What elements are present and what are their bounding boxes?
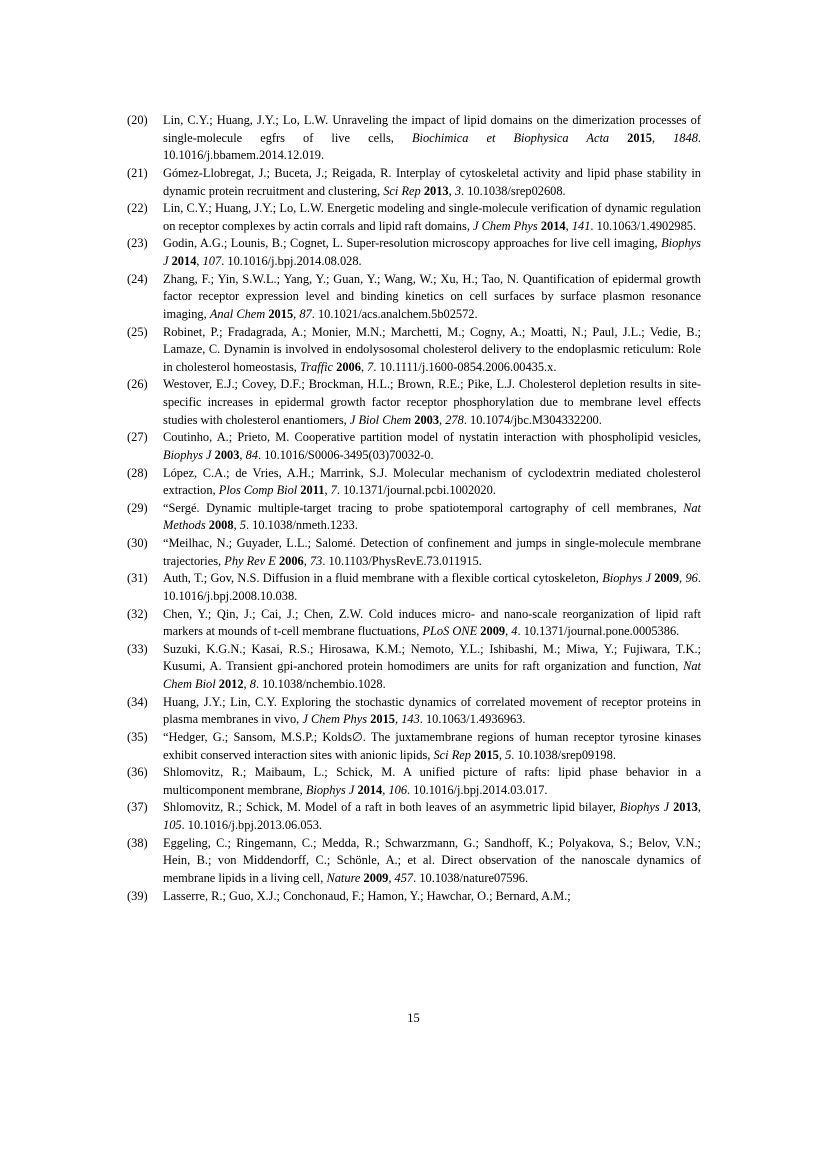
reference-journal: Phy Rev E	[224, 553, 276, 568]
reference-doi: 10.1016/j.bpj.2013.06.053.	[187, 818, 323, 832]
reference-year: 2003	[214, 447, 240, 462]
reference-text	[163, 888, 701, 906]
reference-volume: 107	[202, 254, 222, 268]
reference-text: Chen, Y.; Qin, J.; Cai, J.; Chen, Z.W. Cold induces micro- and nano-scale reorganization of lipid raft markers at mounds of t-cell membrane fluctuations, PLoS ONE 2009, 4. 10.1371/journal.pone.0005386.	[163, 606, 701, 639]
reference-journal: Biophys J	[163, 447, 212, 462]
reference-doi: 10.1016/j.bbamem.2014.12.019.	[163, 148, 325, 163]
reference-entry	[127, 500, 701, 535]
reference-volume: 141	[571, 218, 591, 233]
reference-year: 2014	[357, 782, 383, 797]
reference-title: Dynamin is involved in endolysosomal cholesterol delivery to the endoplasmic reticulum: Role in cholesterol homeostasis,	[163, 342, 701, 374]
reference-entry	[127, 888, 701, 906]
reference-year: 2011	[300, 483, 325, 498]
reference-authors: Lin, C.Y.; Huang, J.Y.; Lo, L.W.	[163, 113, 329, 127]
reference-title: Quantification of epidermal growth factor receptor expression level and binding kinetics on cell surfaces by surface plasmon resonance imaging,	[163, 271, 701, 321]
reference-entry	[127, 729, 701, 764]
reference-year: 2014	[171, 254, 197, 268]
reference-authors: Lin, C.Y.; Huang, J.Y.; Lo, L.W.	[163, 201, 324, 216]
reference-volume: 278	[445, 412, 464, 427]
reference-doi: 10.1021/acs.analchem.5b02572.	[317, 306, 478, 321]
reference-volume: 7	[330, 483, 337, 498]
reference-text: “Sergé. Dynamic multiple-target tracing to probe spatiotemporal cartography of cell membranes, Nat Methods 2008, 5. 10.1038/nmeth.1233.	[163, 500, 701, 533]
reference-entry	[127, 570, 701, 605]
reference-journal: J Biol Chem	[349, 412, 412, 427]
reference-doi: 10.1038/srep02608.	[467, 183, 566, 198]
reference-doi: 10.1371/journal.pone.0005386.	[523, 624, 680, 639]
reference-doi: 10.1016/j.bpj.2014.03.017.	[413, 782, 548, 797]
reference-number: (38)	[127, 835, 148, 850]
reference-journal: Biophys J	[619, 800, 670, 815]
reference-journal: J Chem Phys	[302, 712, 368, 727]
reference-doi: 10.1038/nmeth.1233.	[252, 518, 358, 533]
reference-number: (37)	[127, 800, 148, 815]
reference-entry	[127, 235, 701, 270]
reference-entry	[127, 465, 701, 500]
reference-text: Lin, C.Y.; Huang, J.Y.; Lo, L.W. Unraveling the impact of lipid domains on the dimerization processes of single-molecule egfrs of live cells, Biochimica et Biophysica Acta 2015, 1848. 10.1016/j.bbamem.2014.12.019.	[163, 113, 701, 163]
reference-authors: Godin, A.G.; Lounis, B.; Cognet, L.	[163, 236, 344, 251]
reference-volume: 7	[367, 359, 374, 374]
reference-title: The juxtamembrane regions of human receptor tyrosine kinases exhibit conserved interaction sites with anionic lipids,	[163, 729, 702, 762]
reference-number: (20)	[127, 113, 148, 127]
reference-year: 2012	[218, 677, 244, 691]
reference-number: (34)	[127, 694, 148, 709]
reference-entry	[127, 324, 701, 377]
reference-number: (21)	[127, 165, 148, 180]
reference-year: 2013	[673, 800, 698, 815]
page-number: 15	[407, 1011, 420, 1025]
reference-doi: 10.1103/PhysRevE.73.011915.	[328, 553, 482, 568]
reference-journal: Nat Chem Biol	[163, 659, 701, 691]
reference-doi: 10.1074/jbc.M304332200.	[470, 412, 602, 427]
reference-volume: 5	[505, 747, 512, 762]
reference-title: Interplay of cytoskeletal activity and lipid phase stability in dynamic protein recruitment and clustering,	[163, 165, 701, 198]
reference-year: 2009	[363, 870, 389, 885]
reference-number: (24)	[127, 271, 148, 286]
reference-journal: Traffic	[299, 359, 334, 374]
reference-volume: 96	[685, 571, 698, 586]
reference-text: Godin, A.G.; Lounis, B.; Cognet, L. Super-resolution microscopy approaches for live cell imaging, Biophys J 2014, 107. 10.1016/j.bpj.2014.08.028.	[163, 236, 701, 268]
reference-number: (31)	[127, 571, 148, 586]
reference-number: (35)	[127, 729, 148, 744]
reference-doi: 10.1063/1.4902985.	[596, 218, 697, 233]
reference-number: (39)	[127, 888, 148, 903]
reference-title: Direct observation of the nanoscale dynamics of membrane lipids in a living cell,	[163, 853, 701, 885]
reference-year: 2008	[208, 518, 234, 533]
reference-entry	[127, 429, 701, 464]
reference-journal: Biophys J	[305, 782, 355, 797]
reference-volume: 8	[249, 677, 256, 691]
reference-year: 2014	[540, 218, 566, 233]
reference-title: Energetic modeling and single-molecule verification of dynamic regulation on receptor complexes by actin corrals and lipid raft domains,	[163, 201, 701, 233]
reference-title: Transient gpi-anchored protein homodimers are units for raft organization and function,	[226, 659, 679, 674]
reference-authors: Gómez-Llobregat, J.; Buceta, J.; Reigada, R.	[163, 165, 392, 180]
reference-number: (22)	[127, 201, 148, 216]
reference-text: Huang, J.Y.; Lin, C.Y. Exploring the stochastic dynamics of correlated movement of receptor proteins in plasma membranes in vivo, J Chem Phys 2015, 143. 10.1063/1.4936963.	[163, 694, 701, 727]
reference-text: Auth, T.; Gov, N.S. Diffusion in a fluid membrane with a flexible cortical cytoskeleton, Biophys J 2009, 96. 10.1016/j.bpj.2008.10.038.	[163, 571, 701, 603]
reference-text: Gómez-Llobregat, J.; Buceta, J.; Reigada, R. Interplay of cytoskeletal activity and lipid phase stability in dynamic protein recruitment and clustering, Sci Rep 2013, 3. 10.1038/srep02608.	[163, 165, 701, 198]
reference-entry	[127, 271, 701, 324]
reference-doi: 10.1371/journal.pcbi.1002020.	[343, 483, 496, 498]
reference-journal: Plos Comp Biol	[218, 483, 298, 498]
reference-journal: J Chem Phys	[473, 218, 538, 233]
reference-year: 2015	[268, 306, 294, 321]
reference-entry	[127, 835, 701, 888]
reference-doi: 10.1038/srep09198.	[517, 747, 616, 762]
reference-number: (25)	[127, 324, 148, 339]
reference-number: (32)	[127, 606, 148, 621]
reference-year: 2015	[370, 712, 395, 727]
reference-volume: 84	[245, 447, 259, 462]
reference-year: 2009	[480, 624, 506, 639]
reference-entry	[127, 112, 701, 165]
reference-authors: Shlomovitz, R.; Maibaum, L.; Schick, M.	[163, 765, 396, 780]
reference-authors: Zhang, F.; Yin, S.W.L.; Yang, Y.; Guan, Y.; Wang, W.; Xu, H.; Tao, N.	[163, 271, 520, 286]
reference-entry	[127, 535, 701, 570]
reference-entry	[127, 376, 701, 429]
reference-volume: 87	[299, 306, 312, 321]
reference-number: (36)	[127, 765, 148, 780]
reference-title: Super-resolution microscopy approaches for live cell imaging,	[346, 236, 658, 251]
reference-volume: 457	[394, 870, 414, 885]
reference-entry	[127, 694, 701, 729]
reference-authors: Westover, E.J.; Covey, D.F.; Brockman, H.L.; Brown, R.E.; Pike, L.J.	[163, 377, 516, 392]
reference-number: (23)	[127, 236, 148, 251]
reference-text: Westover, E.J.; Covey, D.F.; Brockman, H.L.; Brown, R.E.; Pike, L.J. Cholesterol depletion results in site-specific increases in epidermal growth factor receptor phosphorylation due to membrane level effects studies with cholesterol enantiomers, J Biol Chem 2003, 278. 10.1074/jbc.M304332200.	[163, 377, 701, 427]
reference-number: (28)	[127, 465, 148, 480]
reference-volume: 105	[163, 818, 182, 832]
reference-authors: Robinet, P.; Fradagrada, A.; Monier, M.N.; Marchetti, M.; Cogny, A.; Moatti, N.; Paul, J.L.; Vedie, B.; Lamaze, C.	[163, 324, 701, 357]
reference-text: Lin, C.Y.; Huang, J.Y.; Lo, L.W. Energetic modeling and single-molecule verification of dynamic regulation on receptor complexes by actin corrals and lipid raft domains, J Chem Phys 2014, 141. 10.1063/1.4902985.	[163, 201, 701, 233]
reference-title: A unified picture of rafts: lipid phase behavior in a multicomponent membrane,	[163, 765, 701, 797]
reference-title: Exploring the stochastic dynamics of correlated movement of receptor proteins in plasma membranes in vivo,	[163, 694, 701, 727]
reference-number: (33)	[127, 641, 148, 656]
reference-year: 2003	[414, 412, 440, 427]
reference-number: (30)	[127, 536, 148, 550]
reference-journal: Biophys J	[602, 571, 651, 586]
reference-number: (29)	[127, 500, 148, 515]
reference-title: Cholesterol depletion results in site-specific increases in epidermal growth factor receptor phosphorylation due to membrane level effects studies with cholesterol enantiomers,	[163, 377, 701, 427]
reference-authors: Eggeling, C.; Ringemann, C.; Medda, R.; Schwarzmann, G.; Sandhoff, K.; Polyakova, S.; Belov, V.N.; Hein, B.; von Middendorff, C.; Schönle, A.; et al.	[163, 835, 701, 868]
reference-authors: “Sergé.	[163, 500, 200, 515]
reference-text: Robinet, P.; Fradagrada, A.; Monier, M.N.; Marchetti, M.; Cogny, A.; Moatti, N.; Paul, J.L.; Vedie, B.; Lamaze, C. Dynamin is involved in endolysosomal cholesterol delivery to the endoplasmic reticulum: Role in cholesterol homeostasis, Traffic 2006, 7. 10.1111/j.1600-0854.2006.00435.x.	[163, 324, 701, 374]
reference-entry	[127, 799, 701, 834]
reference-authors: López, C.A.; de Vries, A.H.; Marrink, S.J.	[163, 465, 388, 480]
reference-authors: Coutinho, A.; Prieto, M.	[163, 430, 290, 445]
reference-doi: 10.1016/j.bpj.2008.10.038.	[163, 588, 298, 603]
reference-entry	[127, 606, 701, 641]
reference-entry	[127, 165, 701, 200]
reference-title: Molecular mechanism of cyclodextrin mediated cholesterol extraction,	[163, 465, 701, 498]
reference-text: López, C.A.; de Vries, A.H.; Marrink, S.J. Molecular mechanism of cyclodextrin mediated cholesterol extraction, Plos Comp Biol 2011, 7. 10.1371/journal.pcbi.1002020.	[163, 465, 701, 498]
reference-volume: 3	[454, 183, 462, 198]
reference-title: Unraveling the impact of lipid domains on the dimerization processes of single-molecule egfrs of live cells,	[163, 113, 701, 145]
reference-doi: 10.1016/S0006-3495(03)70032-0.	[264, 447, 434, 462]
reference-journal: PLoS ONE	[422, 624, 478, 639]
reference-title: Cooperative partition model of nystatin interaction with phospholipid vesicles,	[294, 430, 701, 445]
reference-entry	[127, 764, 701, 799]
reference-volume: 106	[388, 782, 408, 797]
reference-text: Zhang, F.; Yin, S.W.L.; Yang, Y.; Guan, Y.; Wang, W.; Xu, H.; Tao, N. Quantification of epidermal growth factor receptor expression level and binding kinetics on cell surfaces by surface plasmon resonance imaging, Anal Chem 2015, 87. 10.1021/acs.analchem.5b02572.	[163, 271, 701, 321]
reference-year: 2006	[278, 553, 304, 568]
reference-number: (26)	[127, 377, 148, 392]
reference-text: Eggeling, C.; Ringemann, C.; Medda, R.; Schwarzmann, G.; Sandhoff, K.; Polyakova, S.; Belov, V.N.; Hein, B.; von Middendorff, C.; Schönle, A.; et al. Direct observation of the nanoscale dynamics of membrane lipids in a living cell, Nature 2009, 457. 10.1038/nature07596.	[163, 835, 701, 885]
reference-year: 2006	[336, 359, 361, 374]
reference-title: Model of a raft in both leaves of an asymmetric lipid bilayer,	[304, 800, 616, 815]
reference-year: 2015	[474, 747, 499, 762]
reference-journal: Nat Methods	[163, 500, 701, 533]
reference-volume: 143	[401, 712, 420, 727]
reference-volume: 73	[309, 553, 323, 568]
reference-journal: Biophys J	[163, 236, 701, 268]
reference-list	[127, 112, 701, 905]
reference-title: Cold induces micro- and nano-scale reorganization of lipid raft markers at mounds of t-cell membrane fluctuations,	[163, 606, 701, 639]
reference-doi: 10.1016/j.bpj.2014.08.028.	[227, 254, 362, 268]
reference-title: Diffusion in a fluid membrane with a flexible cortical cytoskeleton,	[262, 571, 599, 586]
reference-journal: Nature	[326, 870, 361, 885]
reference-volume: 5	[239, 518, 246, 533]
reference-journal: Biochimica et Biophysica Acta	[411, 130, 610, 145]
reference-text: “Hedger, G.; Sansom, M.S.P.; Kolds∅. The juxtamembrane regions of human receptor tyrosine kinases exhibit conserved interaction sites with anionic lipids, Sci Rep 2015, 5. 10.1038/srep09198.	[163, 729, 702, 762]
reference-authors: “Hedger, G.; Sansom, M.S.P.; Kolds∅.	[163, 729, 366, 744]
reference-doi: 10.1063/1.4936963.	[425, 712, 526, 727]
reference-doi: 10.1111/j.1600-0854.2006.00435.x.	[379, 359, 557, 374]
reference-authors: Chen, Y.; Qin, J.; Cai, J.; Chen, Z.W.	[163, 606, 364, 621]
reference-entry	[127, 641, 701, 694]
reference-text: Shlomovitz, R.; Schick, M. Model of a raft in both leaves of an asymmetric lipid bilayer, Biophys J 2013, 105. 10.1016/j.bpj.2013.06.053.	[163, 800, 701, 832]
reference-journal: Anal Chem	[209, 306, 266, 321]
reference-authors: Huang, J.Y.; Lin, C.Y.	[163, 694, 277, 709]
reference-journal: Sci Rep	[433, 747, 471, 762]
reference-year: 2015	[627, 130, 652, 145]
reference-text: Suzuki, K.G.N.; Kasai, R.S.; Hirosawa, K.M.; Nemoto, Y.L.; Ishibashi, M.; Miwa, Y.; Fujiwara, T.K.; Kusumi, A. Transient gpi-anchored protein homodimers are units for raft organization and function, Nat Chem Biol 2012, 8. 10.1038/nchembio.1028.	[163, 641, 701, 691]
reference-year: 2013	[423, 183, 449, 198]
reference-volume: 1848	[673, 130, 698, 145]
reference-text: Shlomovitz, R.; Maibaum, L.; Schick, M. A unified picture of rafts: lipid phase behavior in a multicomponent membrane, Biophys J 2014, 106. 10.1016/j.bpj.2014.03.017.	[163, 765, 701, 797]
reference-authors: Suzuki, K.G.N.; Kasai, R.S.; Hirosawa, K.M.; Nemoto, Y.L.; Ishibashi, M.; Miwa, Y.; Fujiwara, T.K.; Kusumi, A.	[163, 641, 701, 674]
reference-entry	[127, 200, 701, 235]
reference-title: Detection of confinement and jumps in single-molecule membrane trajectories,	[163, 536, 701, 568]
reference-authors: Shlomovitz, R.; Schick, M.	[163, 800, 301, 815]
reference-authors: “Meilhac, N.; Guyader, L.L.; Salomé.	[163, 536, 356, 550]
reference-doi: 10.1038/nature07596.	[419, 870, 529, 885]
reference-volume: 4	[511, 624, 518, 639]
reference-title: Dynamic multiple-target tracing to probe spatiotemporal cartography of cell membranes,	[206, 500, 677, 515]
reference-year: 2009	[654, 571, 680, 586]
reference-journal: Sci Rep	[383, 183, 421, 198]
reference-text: Coutinho, A.; Prieto, M. Cooperative partition model of nystatin interaction with phospholipid vesicles, Biophys J 2003, 84. 10.1016/S0006-3495(03)70032-0.	[163, 430, 701, 462]
reference-authors: Lasserre, R.; Guo, X.J.; Conchonaud, F.; Hamon, Y.; Hawchar, O.; Bernard, A.M.;	[163, 888, 571, 903]
reference-text: “Meilhac, N.; Guyader, L.L.; Salomé. Detection of confinement and jumps in single-molecule membrane trajectories, Phy Rev E 2006, 73. 10.1103/PhysRevE.73.011915.	[163, 536, 701, 568]
reference-doi: 10.1038/nchembio.1028.	[262, 677, 386, 691]
reference-number: (27)	[127, 430, 148, 445]
reference-authors: Auth, T.; Gov, N.S.	[163, 571, 260, 586]
